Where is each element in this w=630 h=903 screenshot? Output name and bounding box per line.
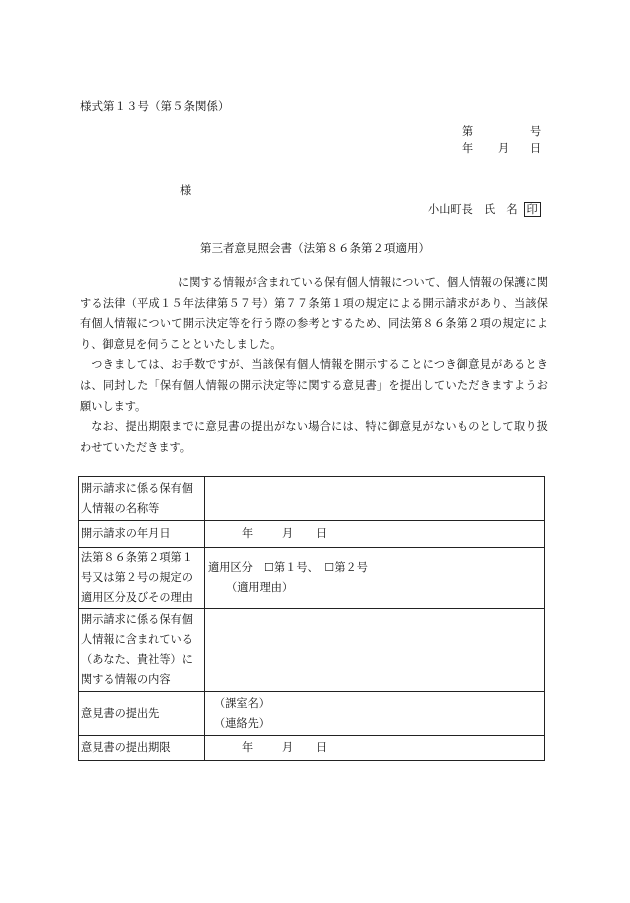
table-row (79, 521, 545, 548)
issue-date (462, 140, 541, 156)
table-row (79, 548, 545, 609)
row-label-application: 法第８６条第２項第１号又は第２号の規定の適用区分及びその理由 (79, 548, 205, 609)
row-label-third-party-info: 開示請求に係る保有個人情報に含まれている（あなた、貴社等）に関する情報の内容 (79, 609, 205, 692)
body-text (80, 273, 548, 458)
row-value-deadline[interactable] (205, 736, 545, 761)
document-number-suffix: 号 (530, 125, 542, 138)
department-label: （課室名） (214, 696, 270, 710)
row-label-submission-destination: 意見書の提出先 (79, 692, 205, 736)
issuer-name: 小山町長 氏 名 (428, 203, 518, 216)
deadline-day: 日 (316, 741, 328, 754)
body-paragraph-3: なお、提出期限までに意見書の提出がない場合には、特に御意見がないものとして取り扱わせていただきます。 (80, 420, 548, 454)
row-value-submission-destination[interactable] (205, 692, 545, 736)
row-value-info-name[interactable] (205, 477, 545, 521)
request-date-year: 年 (242, 527, 254, 540)
document-number-prefix: 第 (462, 125, 474, 138)
request-date-day: 日 (316, 527, 328, 540)
row-label-deadline: 意見書の提出期限 (79, 736, 205, 761)
row-value-third-party-info[interactable] (205, 609, 545, 692)
table-row (79, 609, 545, 692)
deadline-month: 月 (282, 741, 294, 754)
application-reason-label: （適用理由） (226, 581, 294, 594)
form-number: 様式第１３号（第５条関係） (80, 99, 230, 113)
row-value-application[interactable] (205, 548, 545, 609)
deadline-year: 年 (242, 741, 254, 754)
table-row (79, 736, 545, 761)
contact-label: （連絡先） (214, 716, 270, 730)
seal-stamp: 印 (524, 202, 541, 217)
application-category-options[interactable]: 適用区分 ☐第１号、 ☐第２号 (208, 561, 368, 574)
issue-date-day: 日 (530, 142, 542, 155)
row-value-request-date[interactable] (205, 521, 545, 548)
issue-date-month: 月 (498, 142, 510, 155)
issuer (428, 201, 541, 217)
request-date-month: 月 (282, 527, 294, 540)
row-label-request-date: 開示請求の年月日 (79, 521, 205, 548)
issue-date-year: 年 (462, 142, 474, 155)
addressee: 様 (180, 184, 192, 197)
table-row (79, 477, 545, 521)
document-title: 第三者意見照会書（法第８６条第２項適用） (200, 241, 430, 255)
body-paragraph-2: つきましては、お手数ですが、当該保有個人情報を開示することにつき御意見があるときは、同封した「保有個人情報の開示決定等に関する意見書」を提出していただきますようお願いします。 (80, 358, 548, 413)
body-paragraph-1: に関する情報が含まれている保有個人情報について、個人情報の保護に関する法律（平成１５年法律第５７号）第７７条第１項の規定による開示請求があり、当該保有個人情報について開示決定等を行う際の参考とするため、同法第８６条第２項の規定により、御意見を伺うことといたしました。 (80, 276, 548, 351)
row-label-info-name: 開示請求に係る保有個人情報の名称等 (79, 477, 205, 521)
table-row (79, 692, 545, 736)
info-table (78, 476, 545, 761)
